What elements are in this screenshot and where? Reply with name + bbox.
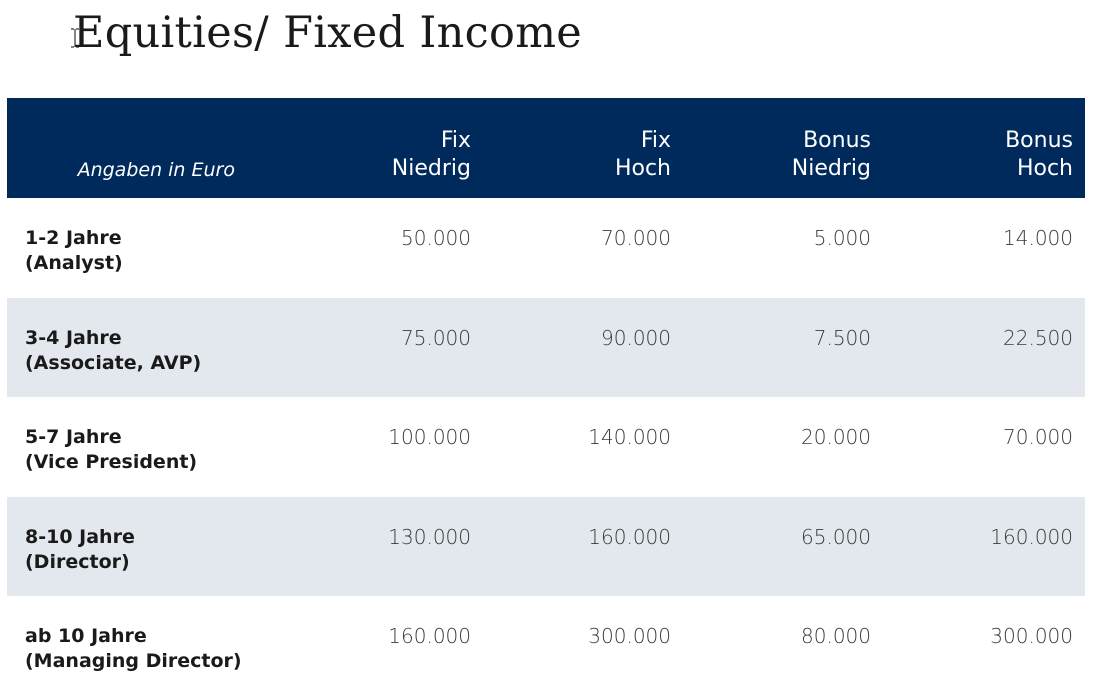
row-years: 5-7 Jahre bbox=[25, 426, 122, 448]
compensation-table bbox=[7, 98, 1085, 695]
page-title: Equities/ Fixed Income bbox=[73, 8, 583, 58]
table-row bbox=[7, 298, 1085, 398]
row-years: ab 10 Jahre bbox=[25, 625, 147, 647]
table-cell: 70.000 bbox=[601, 226, 671, 250]
table-cell: 22.500 bbox=[1003, 325, 1073, 350]
row-role: (Managing Director) bbox=[25, 650, 242, 672]
column-header-line1: Bonus bbox=[1005, 128, 1073, 153]
row-label bbox=[7, 497, 285, 597]
unit-note: Angaben in Euro bbox=[77, 159, 235, 181]
table-cell: 160.000 bbox=[388, 624, 471, 648]
row-role: (Director) bbox=[25, 550, 130, 573]
table-cell: 5.000 bbox=[813, 226, 871, 250]
row-label bbox=[7, 397, 285, 497]
table-cell: 160.000 bbox=[588, 524, 671, 549]
table-cell: 80.000 bbox=[801, 624, 871, 648]
row-years: 1-2 Jahre bbox=[25, 227, 122, 249]
column-header bbox=[883, 98, 1085, 198]
table-row bbox=[7, 497, 1085, 597]
table-cell: 100.000 bbox=[388, 425, 471, 449]
column-header-line2: Hoch bbox=[614, 156, 671, 181]
table-cell: 300.000 bbox=[990, 624, 1073, 648]
table-row bbox=[7, 198, 1085, 298]
row-label bbox=[7, 596, 285, 695]
table-cell: 90.000 bbox=[601, 325, 671, 350]
column-header-line2: Niedrig bbox=[791, 156, 871, 181]
table-cell: 65.000 bbox=[801, 524, 871, 549]
column-header-line2: Hoch bbox=[1016, 156, 1073, 181]
column-header bbox=[683, 98, 883, 198]
row-years: 8-10 Jahre bbox=[25, 525, 135, 548]
table-cell: 14.000 bbox=[1003, 226, 1073, 250]
table-cell: 75.000 bbox=[401, 325, 471, 350]
column-header bbox=[285, 98, 483, 198]
table-cell: 50.000 bbox=[401, 226, 471, 250]
row-role: (Vice President) bbox=[25, 451, 198, 473]
row-role: (Analyst) bbox=[25, 252, 123, 274]
row-label bbox=[7, 198, 285, 298]
row-label bbox=[7, 298, 285, 398]
table-cell: 70.000 bbox=[1003, 425, 1073, 449]
column-header bbox=[483, 98, 683, 198]
table-cell: 20.000 bbox=[801, 425, 871, 449]
column-header-line1: Fix bbox=[640, 128, 671, 153]
row-role: (Associate, AVP) bbox=[25, 351, 202, 374]
table-cell: 7.500 bbox=[813, 325, 871, 350]
table-cell: 140.000 bbox=[588, 425, 671, 449]
column-header-line2: Niedrig bbox=[391, 156, 471, 181]
column-header-line1: Fix bbox=[440, 128, 471, 153]
table-header-row bbox=[7, 98, 1085, 198]
table-cell: 300.000 bbox=[588, 624, 671, 648]
table-cell: 130.000 bbox=[388, 524, 471, 549]
table-cell: 160.000 bbox=[990, 524, 1073, 549]
table-row bbox=[7, 596, 1085, 695]
table-row bbox=[7, 397, 1085, 497]
row-years: 3-4 Jahre bbox=[25, 326, 122, 349]
column-header-line1: Bonus bbox=[803, 128, 871, 153]
